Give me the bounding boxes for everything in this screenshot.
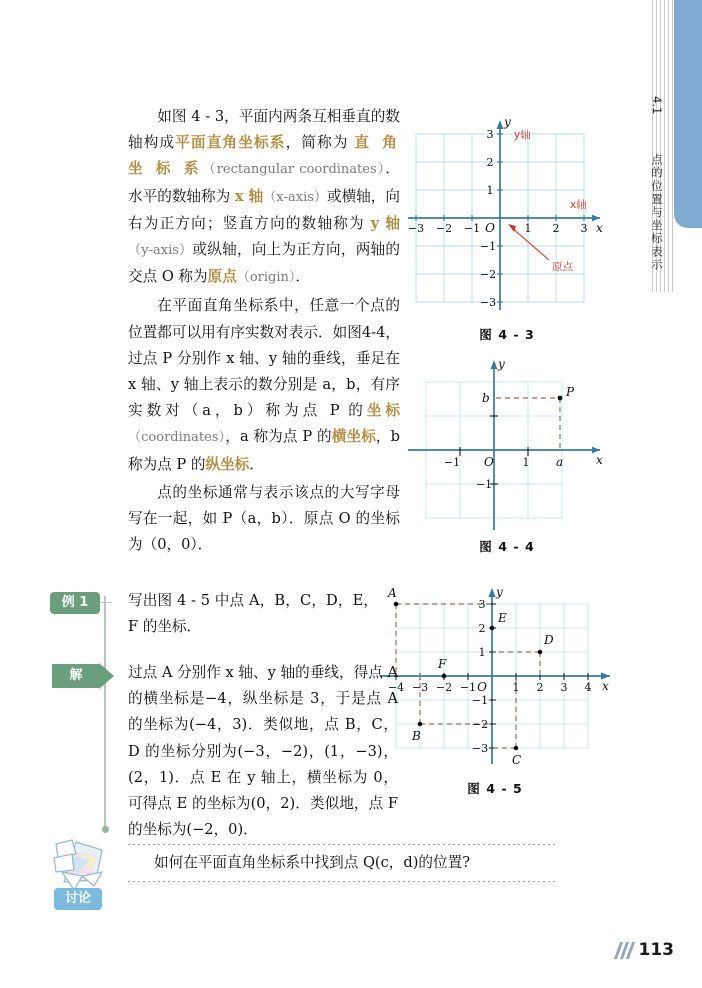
svg-text:−3: −3 (479, 296, 497, 309)
section-header (649, 96, 668, 271)
x-axis-label: x (596, 221, 603, 235)
svg-text:−4: −4 (387, 681, 405, 694)
p2-t4: ． (249, 455, 264, 473)
labels (444, 357, 603, 491)
label-a: a (556, 455, 564, 469)
svg-text:−2: −2 (435, 681, 453, 694)
figure-4-3-svg (404, 112, 610, 320)
page-footer (617, 940, 675, 960)
point-B-marker (418, 722, 423, 727)
p2-t2: ，a 称为点 P 的 (225, 428, 332, 446)
svg-text:1: 1 (512, 681, 520, 694)
keyword-y-axis: y 轴 (370, 214, 401, 232)
figure-4-3-caption: 图 4 - 3 (479, 327, 535, 342)
svg-text:3: 3 (580, 222, 588, 235)
p2-t3: ，b 称为点 P 的 (128, 428, 400, 473)
section-tab (674, 0, 702, 228)
en-origin: （origin） (236, 270, 296, 286)
svg-text:2: 2 (486, 156, 494, 169)
svg-text:3: 3 (560, 681, 568, 694)
paragraph-2 (128, 293, 400, 477)
y-axis-arrow (488, 588, 495, 597)
annotation-origin: 原点 (552, 261, 573, 273)
x-axis-label: x (602, 679, 609, 693)
svg-text:−1: −1 (479, 240, 497, 253)
paragraph-3 (128, 480, 400, 559)
body-text-column (128, 104, 400, 560)
keyword-rect-coord-system: 平面直角坐标系 (175, 134, 286, 152)
example-question (128, 588, 378, 642)
figure-4-5 (372, 584, 618, 797)
svg-text:4: 4 (584, 681, 592, 694)
page-number: 113 (638, 940, 674, 960)
x-axis-label: x (596, 453, 603, 467)
point-E-marker (490, 626, 495, 631)
en-x-axis: （x‑axis） (263, 189, 327, 205)
p1-end: ． (295, 268, 310, 286)
label-b: b (482, 391, 490, 405)
svg-text:−2: −2 (479, 268, 497, 281)
p1-mid4: 或纵轴，向上为正方向，两轴的交点 O 称为 (128, 241, 400, 286)
keyword-x-axis: x 轴 (234, 187, 264, 205)
figure-4-5-svg (372, 584, 618, 774)
axes (408, 124, 600, 310)
example-rail (104, 596, 106, 830)
discussion-divider-bottom (128, 881, 558, 882)
svg-text:3: 3 (478, 598, 486, 611)
svg-text:2: 2 (536, 681, 544, 694)
svg-text:−1: −1 (443, 456, 461, 469)
figure-4-4 (404, 352, 610, 555)
svg-text:O: O (477, 680, 487, 694)
en-rectangular-coordinates: （rectangular coordinates） (202, 162, 386, 178)
figure-4-4-caption: 图 4 - 4 (479, 539, 535, 554)
paragraph-1 (128, 104, 400, 291)
annotation-y-axis: y轴 (514, 129, 531, 141)
svg-text:−1: −1 (459, 681, 477, 694)
p1-mid1: ，简称为 (285, 134, 355, 152)
keyword-origin: 原点 (207, 268, 237, 286)
svg-text:−3: −3 (407, 222, 425, 235)
svg-text:1: 1 (486, 184, 494, 197)
example-badge-connector (100, 602, 112, 603)
solution-badge-arrow (99, 663, 114, 689)
discussion-badge: 讨论 (54, 888, 102, 910)
discussion-icon (46, 836, 108, 892)
point-A-marker (394, 602, 399, 607)
p1-lead: 如图 4 - 3，平面内两条互相垂直的数轴构成 (128, 108, 400, 152)
svg-text:−1: −1 (463, 222, 481, 235)
y-axis-arrow (491, 360, 498, 369)
figure-4-5-caption: 图 4 - 5 (467, 781, 523, 796)
annotation-x-axis: x轴 (570, 199, 587, 211)
keyword-abscissa: 横坐标 (331, 428, 376, 446)
section-number: 4.1 (650, 96, 664, 115)
example-question-text: 写出图 4 - 5 中点 A，B，C，D，E，F 的坐标． (128, 592, 378, 636)
svg-text:3: 3 (486, 128, 494, 141)
point-D-marker (538, 650, 543, 655)
example-solution (128, 660, 398, 845)
svg-text:−3: −3 (411, 681, 429, 694)
point-C-marker (514, 746, 519, 751)
discussion-block (128, 844, 558, 882)
solution-badge: 解 (52, 664, 100, 688)
point-P-marker (558, 396, 563, 401)
keyword-ordinate: 纵坐标 (205, 455, 250, 473)
y-axis-label: y (504, 115, 511, 129)
y-axis-arrow (497, 120, 504, 129)
svg-text:−3: −3 (471, 742, 489, 755)
svg-text:2: 2 (552, 222, 560, 235)
svg-text:1: 1 (478, 646, 486, 659)
p2-t1: 在平面直角坐标系中，任意一个点的位置都可以用有序实数对表示．如图4‑4，过点 P 分别作 x 轴、y 轴的垂线，垂足在 x 轴、y 轴上表示的数分别是 a，b，有序实数对（a，b）称为点 P 的 (128, 297, 400, 420)
point-B-label: B (412, 729, 421, 743)
svg-text:1: 1 (524, 222, 532, 235)
y-axis-label: y (496, 585, 503, 599)
keyword-rect-coord: 直 角 坐 标 系 (128, 134, 400, 178)
p1-mid2: ．水平的数轴称为 (128, 160, 400, 205)
footer-slashes-icon (617, 942, 632, 959)
p3-t1: 点的坐标通常与表示该点的大写字母写在一起，如 P（a，b）．原点 O 的坐标为（0，0）． (128, 483, 400, 554)
en-y-axis: （y‑axis） (128, 243, 193, 259)
svg-text:−2: −2 (471, 718, 489, 731)
svg-text:2: 2 (478, 622, 486, 635)
figure-4-4-svg (404, 352, 610, 532)
point-F-marker (442, 674, 447, 679)
p1-mid3: 或横轴，向右为正方向；竖直方向的数轴称为 (128, 187, 400, 232)
svg-text:1: 1 (522, 456, 530, 469)
svg-text:O: O (484, 455, 494, 469)
point-F-label: F (438, 657, 447, 671)
svg-text:−1: −1 (471, 694, 489, 707)
discussion-question: 如何在平面直角坐标系中找到点 Q(c，d)的位置? (154, 854, 471, 871)
en-coordinates: （coordinates） (128, 430, 226, 446)
point-D-label: D (544, 633, 554, 647)
section-title: 点的位置与坐标表示 (650, 153, 664, 272)
svg-text:−2: −2 (435, 222, 453, 235)
example-solution-text: 过点 A 分别作 x 轴、y 轴的垂线，得点 A 的横坐标是−4，纵坐标是 3，于是点 A 的坐标为(−4，3)．类似地，点 B，C，D 的坐标分别为(−3，−2)，(1，−3)，(2，1)．点 E 在 y 轴上，横坐标为 0，可得点 E 的坐标为(0，2)．类似地，点 F 的坐标为(−2，0)． (128, 664, 398, 839)
figure-4-3 (404, 112, 610, 343)
point-E-label: E (498, 611, 507, 625)
y-axis-label: y (498, 357, 505, 371)
example-badge: 例 1 (50, 592, 100, 614)
point-P-label: P (566, 385, 575, 399)
svg-text:O: O (485, 221, 495, 235)
keyword-coordinates: 坐标 (366, 402, 400, 420)
svg-text:−1: −1 (475, 478, 493, 491)
point-C-label: C (512, 753, 522, 767)
point-A-label: A (388, 586, 397, 600)
